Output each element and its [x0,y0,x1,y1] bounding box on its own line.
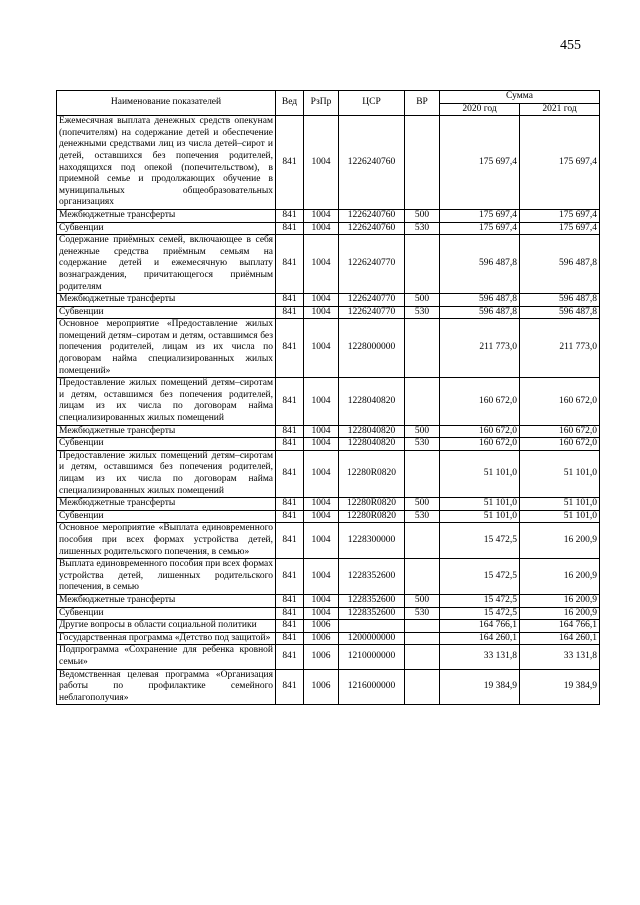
cell-name: Субвенции [57,306,276,319]
table-row [57,669,600,705]
cell-rzpr: 1006 [304,632,339,645]
cell-ved: 841 [276,632,304,645]
cell-sum-2021: 596 487,8 [520,294,600,307]
cell-csr: 1226240760 [339,209,405,222]
cell-rzpr: 1004 [304,378,339,425]
cell-sum-2021: 16 200,9 [520,523,600,559]
cell-sum-2021: 51 101,0 [520,498,600,511]
table-header [57,91,600,116]
cell-vr: 500 [405,594,440,607]
cell-vr [405,620,440,633]
cell-csr: 1226240770 [339,294,405,307]
cell-ved: 841 [276,559,304,595]
table-row [57,222,600,235]
cell-rzpr: 1004 [304,116,339,210]
cell-ved: 841 [276,306,304,319]
cell-ved: 841 [276,222,304,235]
table-row [57,450,600,497]
cell-rzpr: 1004 [304,306,339,319]
cell-name: Предоставление жилых помещений детям–сиротам и детям, оставшимся без попечения родителей, лицам из их числа по договорам найма специализированных жилых помещений [57,450,276,497]
cell-sum-2021: 211 773,0 [520,319,600,378]
cell-rzpr: 1004 [304,425,339,438]
header-rzpr: РзПр [304,91,339,116]
cell-sum-2021: 164 766,1 [520,620,600,633]
cell-vr: 530 [405,510,440,523]
cell-vr [405,559,440,595]
cell-rzpr: 1006 [304,620,339,633]
cell-sum-2020: 596 487,8 [440,235,520,294]
cell-csr: 1228352600 [339,607,405,620]
cell-vr: 500 [405,209,440,222]
cell-rzpr: 1004 [304,559,339,595]
cell-vr: 530 [405,222,440,235]
table-body [57,116,600,705]
cell-csr: 1228352600 [339,559,405,595]
cell-sum-2020: 596 487,8 [440,306,520,319]
cell-sum-2020: 175 697,4 [440,209,520,222]
cell-sum-2020: 15 472,5 [440,594,520,607]
cell-csr: 1210000000 [339,645,405,669]
cell-rzpr: 1004 [304,523,339,559]
cell-ved: 841 [276,378,304,425]
cell-vr [405,645,440,669]
cell-sum-2021: 175 697,4 [520,209,600,222]
cell-csr: 1226240760 [339,116,405,210]
cell-ved: 841 [276,294,304,307]
header-sum: Сумма [440,91,600,104]
cell-ved: 841 [276,669,304,705]
cell-sum-2020: 160 672,0 [440,438,520,451]
cell-sum-2020: 15 472,5 [440,559,520,595]
cell-name: Ведомственная целевая программа «Организация работы по профилактике семейного неблагополучия» [57,669,276,705]
cell-name: Государственная программа «Детство под защитой» [57,632,276,645]
table-row [57,510,600,523]
table-row [57,645,600,669]
cell-rzpr: 1006 [304,645,339,669]
table-row [57,306,600,319]
cell-ved: 841 [276,594,304,607]
cell-rzpr: 1004 [304,294,339,307]
cell-vr [405,319,440,378]
cell-ved: 841 [276,523,304,559]
cell-sum-2021: 160 672,0 [520,378,600,425]
table-row [57,594,600,607]
cell-ved: 841 [276,235,304,294]
cell-vr: 530 [405,306,440,319]
cell-sum-2021: 16 200,9 [520,559,600,595]
cell-csr: 1226240770 [339,235,405,294]
cell-rzpr: 1004 [304,607,339,620]
cell-ved: 841 [276,319,304,378]
cell-vr [405,116,440,210]
cell-name: Подпрограмма «Сохранение для ребенка кровной семьи» [57,645,276,669]
cell-rzpr: 1004 [304,498,339,511]
cell-ved: 841 [276,620,304,633]
cell-sum-2020: 596 487,8 [440,294,520,307]
cell-rzpr: 1004 [304,222,339,235]
cell-name: Основное мероприятие «Предоставление жилых помещений детям–сиротам и детям, оставшимся без попечения родителей, лицам из их числа по договорам найма специализированных жилых помещений» [57,319,276,378]
cell-ved: 841 [276,510,304,523]
cell-sum-2021: 19 384,9 [520,669,600,705]
cell-ved: 841 [276,116,304,210]
cell-sum-2020: 33 131,8 [440,645,520,669]
table-row [57,632,600,645]
table-row [57,116,600,210]
cell-name: Субвенции [57,222,276,235]
cell-csr: 12280R0820 [339,450,405,497]
cell-rzpr: 1004 [304,594,339,607]
cell-vr [405,450,440,497]
cell-sum-2021: 160 672,0 [520,425,600,438]
cell-csr: 1228040820 [339,378,405,425]
header-name: Наименование показателей [57,91,276,116]
cell-csr: 1226240760 [339,222,405,235]
cell-name: Межбюджетные трансферты [57,209,276,222]
table-row [57,235,600,294]
cell-name: Основное мероприятие «Выплата единовременного пособия при всех формах устройства детей, лишенных родительского попечения, в семью» [57,523,276,559]
cell-ved: 841 [276,607,304,620]
page-number: 455 [560,38,581,53]
cell-csr: 1228040820 [339,425,405,438]
cell-sum-2021: 596 487,8 [520,235,600,294]
cell-sum-2020: 19 384,9 [440,669,520,705]
header-2020: 2020 год [440,103,520,116]
cell-sum-2021: 33 131,8 [520,645,600,669]
cell-csr: 12280R0820 [339,510,405,523]
cell-vr [405,632,440,645]
cell-sum-2021: 596 487,8 [520,306,600,319]
cell-ved: 841 [276,645,304,669]
table-row [57,620,600,633]
cell-vr: 530 [405,438,440,451]
cell-sum-2020: 51 101,0 [440,498,520,511]
cell-sum-2020: 175 697,4 [440,116,520,210]
cell-name: Межбюджетные трансферты [57,425,276,438]
cell-sum-2020: 51 101,0 [440,510,520,523]
table-row [57,319,600,378]
cell-vr [405,235,440,294]
cell-sum-2021: 175 697,4 [520,222,600,235]
cell-name: Выплата единовременного пособия при всех формах устройства детей, лишенных родительского попечения, в семью [57,559,276,595]
cell-ved: 841 [276,209,304,222]
header-2021: 2021 год [520,103,600,116]
cell-sum-2021: 160 672,0 [520,438,600,451]
cell-sum-2020: 164 260,1 [440,632,520,645]
table-row [57,607,600,620]
cell-rzpr: 1004 [304,438,339,451]
cell-vr: 530 [405,607,440,620]
cell-rzpr: 1004 [304,450,339,497]
table-row [57,559,600,595]
cell-name: Субвенции [57,510,276,523]
table-row [57,438,600,451]
cell-rzpr: 1004 [304,235,339,294]
cell-rzpr: 1004 [304,319,339,378]
cell-sum-2020: 160 672,0 [440,425,520,438]
cell-name: Субвенции [57,607,276,620]
table-row [57,498,600,511]
cell-vr [405,669,440,705]
cell-sum-2020: 15 472,5 [440,607,520,620]
cell-csr: 1228040820 [339,438,405,451]
cell-name: Межбюджетные трансферты [57,294,276,307]
cell-name: Ежемесячная выплата денежных средств опекунам (попечителям) на содержание детей и обеспечение денежными средствами лиц из числа детей–сирот и детей, оставшихся без попечения родителей, находящихся под опекой (попечительством), в приемной семье и продолжающих обучение в муниципальных общеобразовательных организациях [57,116,276,210]
cell-sum-2020: 51 101,0 [440,450,520,497]
header-csr: ЦСР [339,91,405,116]
table-row [57,425,600,438]
cell-ved: 841 [276,425,304,438]
cell-csr: 1228352600 [339,594,405,607]
cell-rzpr: 1004 [304,510,339,523]
cell-csr: 1200000000 [339,632,405,645]
cell-sum-2020: 175 697,4 [440,222,520,235]
cell-sum-2021: 164 260,1 [520,632,600,645]
cell-csr: 1228300000 [339,523,405,559]
cell-sum-2020: 164 766,1 [440,620,520,633]
table-row [57,378,600,425]
cell-sum-2021: 51 101,0 [520,510,600,523]
cell-sum-2020: 15 472,5 [440,523,520,559]
cell-csr: 1216000000 [339,669,405,705]
cell-vr [405,523,440,559]
header-vr: ВР [405,91,440,116]
cell-vr: 500 [405,294,440,307]
cell-rzpr: 1006 [304,669,339,705]
cell-name: Другие вопросы в области социальной политики [57,620,276,633]
cell-ved: 841 [276,438,304,451]
cell-ved: 841 [276,450,304,497]
cell-sum-2021: 16 200,9 [520,594,600,607]
cell-name: Межбюджетные трансферты [57,498,276,511]
cell-vr: 500 [405,425,440,438]
budget-table [56,90,600,705]
cell-name: Субвенции [57,438,276,451]
header-ved: Вед [276,91,304,116]
table-row [57,294,600,307]
cell-name: Межбюджетные трансферты [57,594,276,607]
cell-sum-2021: 175 697,4 [520,116,600,210]
cell-rzpr: 1004 [304,209,339,222]
cell-csr: 1228000000 [339,319,405,378]
cell-vr [405,378,440,425]
table-row [57,209,600,222]
cell-sum-2020: 160 672,0 [440,378,520,425]
cell-csr: 1226240770 [339,306,405,319]
cell-name: Содержание приёмных семей, включающее в себя денежные средства приёмным семьям на содержание детей и ежемесячную выплату вознаграждения, причитающегося приёмным родителям [57,235,276,294]
cell-sum-2020: 211 773,0 [440,319,520,378]
cell-vr: 500 [405,498,440,511]
cell-csr: 12280R0820 [339,498,405,511]
cell-sum-2021: 16 200,9 [520,607,600,620]
cell-ved: 841 [276,498,304,511]
cell-sum-2021: 51 101,0 [520,450,600,497]
table-row [57,523,600,559]
cell-name: Предоставление жилых помещений детям–сиротам и детям, оставшимся без попечения родителей, лицам из их числа по договорам найма специализированных жилых помещений [57,378,276,425]
cell-csr [339,620,405,633]
